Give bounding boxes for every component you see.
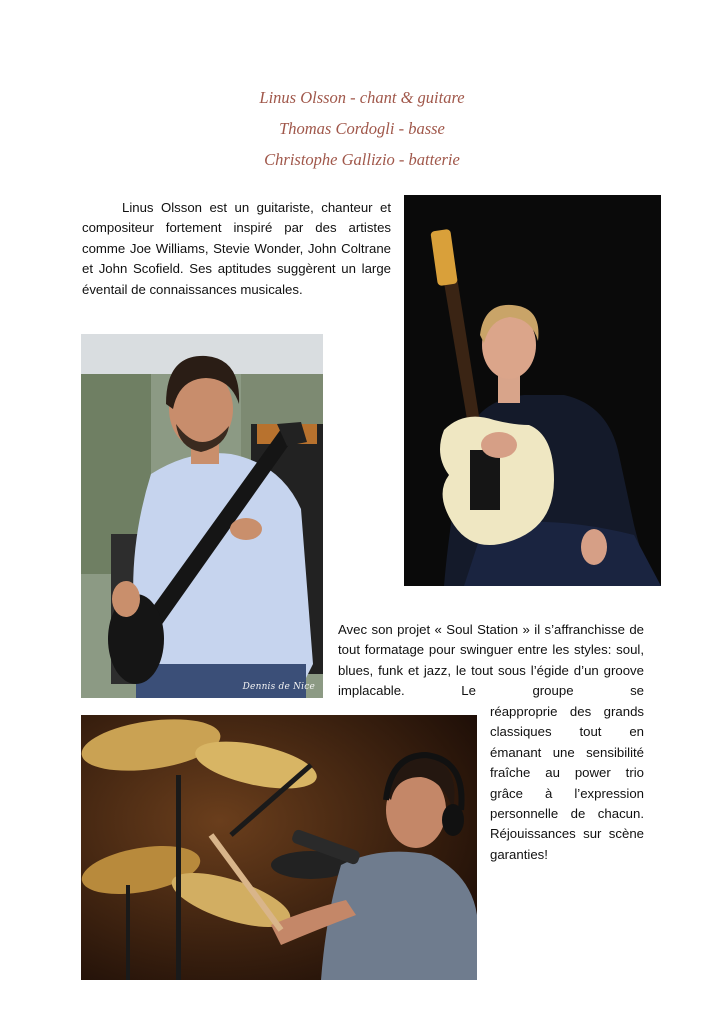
project-paragraph-top: Avec son projet « Soul Station » il s’affranchisse de tout formatage pour swinguer entre les styles: soul, blues, funk et jazz, le tout sous l’égide d’un groove implacable. Le groupe se xyxy=(338,622,644,699)
drummer-photo xyxy=(81,715,477,980)
photo-credit: Dennis de Nice xyxy=(242,682,315,692)
credit-bass: Thomas Cordogli - basse xyxy=(279,119,445,138)
band-credits xyxy=(0,84,724,177)
bassist-photo xyxy=(81,334,323,698)
credit-vocals-guitar: Linus Olsson - chant & guitare xyxy=(259,88,465,107)
guitarist-photo xyxy=(404,195,661,586)
credit-drums: Christophe Gallizio - batterie xyxy=(264,150,460,169)
bio-paragraph: Linus Olsson est un guitariste, chanteur et compositeur fortement inspiré par des artistes comme Joe Williams, Stevie Wonder, John Coltrane et John Scofield. Ses aptitudes suggèrent un large éventail de connaissances musicales. xyxy=(82,200,391,297)
project-paragraph-bottom: réapproprie des grands classiques tout en émanant une sensibilité fraîche au power trio grâce à l’expression personnelle de chacun. Réjouissances sur scène garanties! xyxy=(490,704,644,862)
